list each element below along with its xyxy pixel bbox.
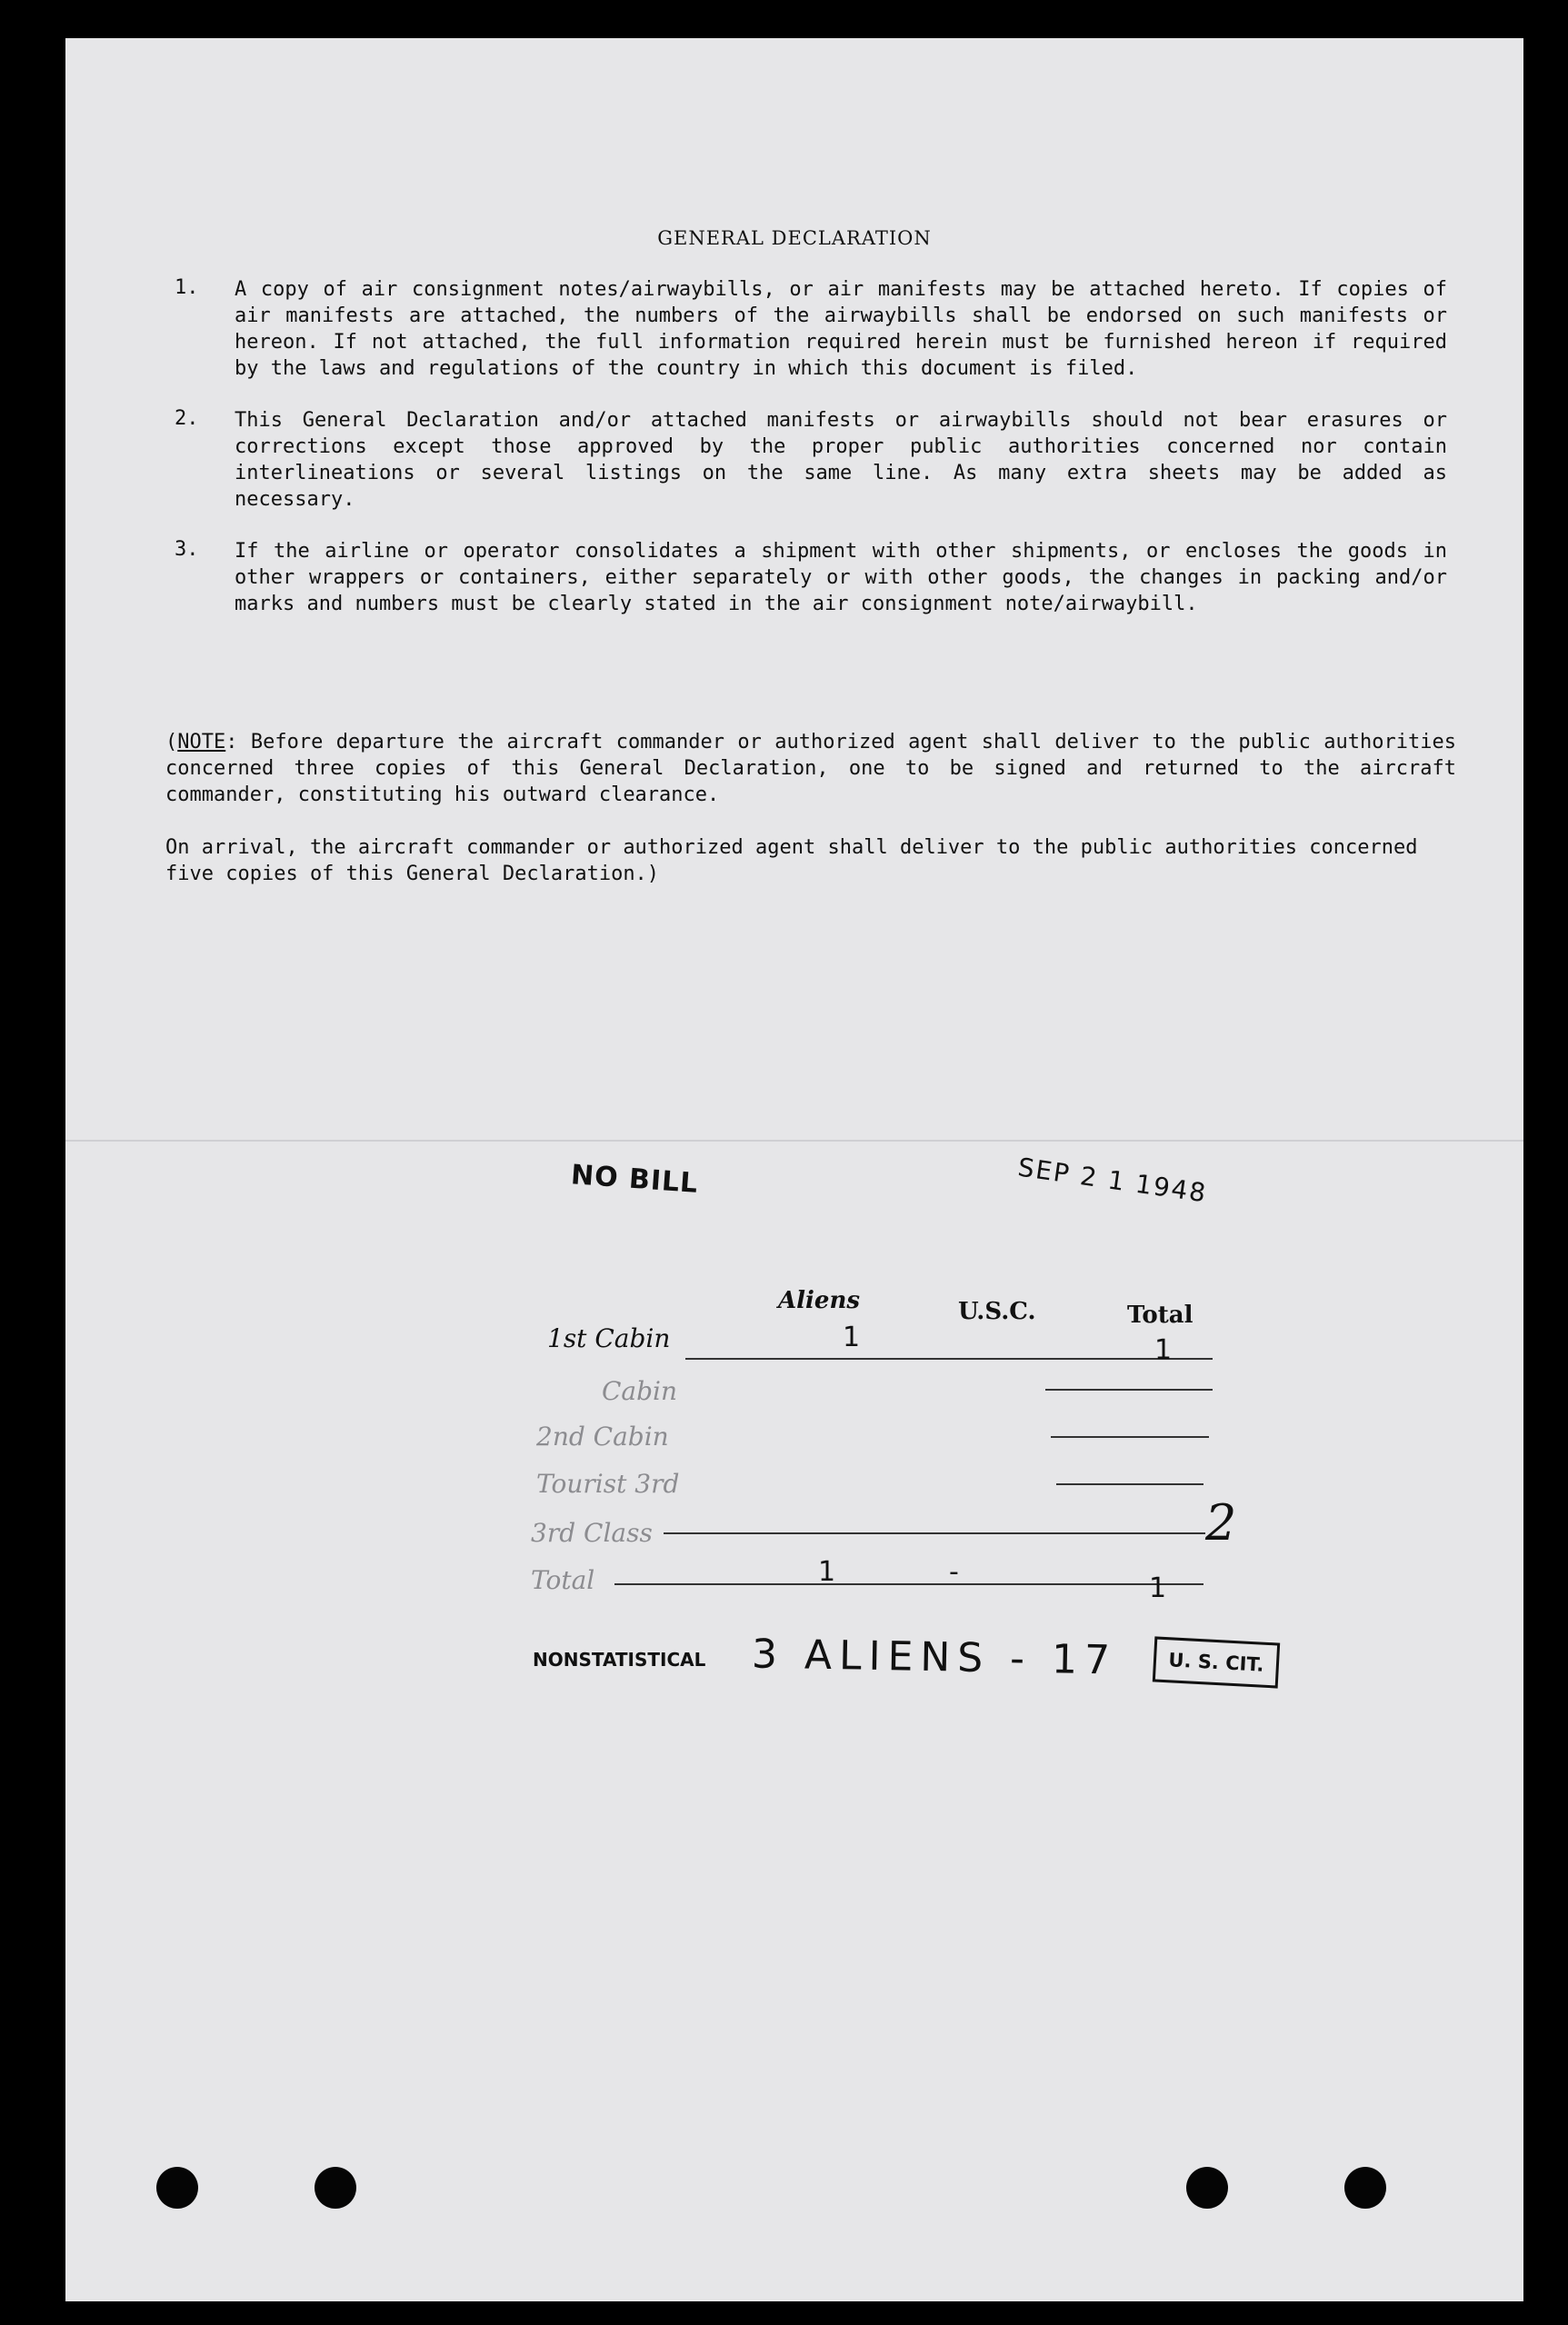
punch-hole	[1344, 2167, 1386, 2209]
header-total: Total	[1127, 1302, 1193, 1329]
handwritten-note: 3 ALIENS - 17	[751, 1631, 1118, 1684]
row-label-tourist: Tourist 3rd	[536, 1469, 680, 1499]
cell-total: 1	[1154, 1334, 1173, 1366]
nonstatistical-stamp: NONSTATISTICAL	[533, 1649, 706, 1671]
punch-hole	[156, 2167, 198, 2209]
note-paragraph	[165, 729, 1456, 808]
cell-total-usc: -	[949, 1556, 959, 1588]
document-page	[65, 38, 1523, 2301]
list-item	[175, 407, 1447, 513]
row-label-total: Total	[531, 1565, 595, 1595]
list-item	[175, 276, 1447, 382]
instruction-list	[175, 276, 1447, 643]
item-text: This General Declaration and/or attached manifests or airwaybills should not bear erasures or corrections except those approved by the proper public authorities concerned nor contain interlineations or several listings on the same line. As many extra sheets may be added as necessary.	[235, 409, 1447, 511]
header-usc: U.S.C.	[958, 1298, 1036, 1325]
row-label-1st-cabin: 1st Cabin	[547, 1323, 671, 1353]
date-stamp: SEP 2 1 1948	[1015, 1152, 1210, 1209]
passenger-tally-table	[474, 1283, 1220, 1665]
punch-hole	[315, 2167, 356, 2209]
row-label-cabin: Cabin	[602, 1376, 678, 1406]
row-rule	[1051, 1436, 1209, 1438]
note-label: NOTE	[177, 731, 226, 753]
row-rule	[685, 1358, 1213, 1360]
row-label-2nd-cabin: 2nd Cabin	[536, 1422, 669, 1452]
header-aliens: Aliens	[778, 1287, 861, 1314]
item-number: 3.	[175, 538, 199, 561]
item-text: If the airline or operator consolidates a shipment with other shipments, or encloses the goods in other wrappers or containers, either separately or with other goods, the changes in packing and/or marks and numbers must be clearly stated in the air consignment note/airwaybill.	[235, 540, 1447, 615]
row-rule	[1045, 1389, 1213, 1391]
note-text: : Before departure the aircraft commander or authorized agent shall deliver to the public authorities concerned three copies of this General Declaration, one to be signed and returned to the aircraft commander, constituting his outward clearance.	[165, 731, 1456, 806]
item-number: 2.	[175, 407, 199, 430]
cell-total-aliens: 1	[818, 1556, 836, 1588]
punch-hole	[1186, 2167, 1228, 2209]
no-bill-stamp: NO BILL	[569, 1159, 700, 1200]
us-cit-stamp: U. S. CIT.	[1153, 1636, 1280, 1688]
row-rule	[1056, 1483, 1203, 1485]
margin-mark: 2	[1205, 1494, 1237, 1552]
fold-line	[65, 1140, 1523, 1142]
page-title: GENERAL DECLARATION	[657, 227, 932, 249]
item-number: 1.	[175, 276, 199, 299]
row-rule	[614, 1583, 1203, 1585]
item-text: A copy of air consignment notes/airwaybills, or air manifests may be attached hereto. If copies of air manifests are attached, the numbers of the airwaybills shall be endorsed on such manifests or hereon. If not attached, the full information required herein must be furnished hereon if required by the laws and regulations of the country in which this document is filed.	[235, 278, 1447, 380]
row-rule	[664, 1532, 1205, 1534]
arrival-paragraph: On arrival, the aircraft commander or authorized agent shall deliver to the public authorities concerned five copies of this General Declaration.)	[165, 836, 1418, 885]
list-item	[175, 538, 1447, 617]
row-label-3rd-class: 3rd Class	[531, 1518, 653, 1548]
cell-aliens: 1	[843, 1322, 861, 1353]
cell-total-total: 1	[1149, 1572, 1167, 1604]
note-open-paren: (	[165, 731, 178, 753]
